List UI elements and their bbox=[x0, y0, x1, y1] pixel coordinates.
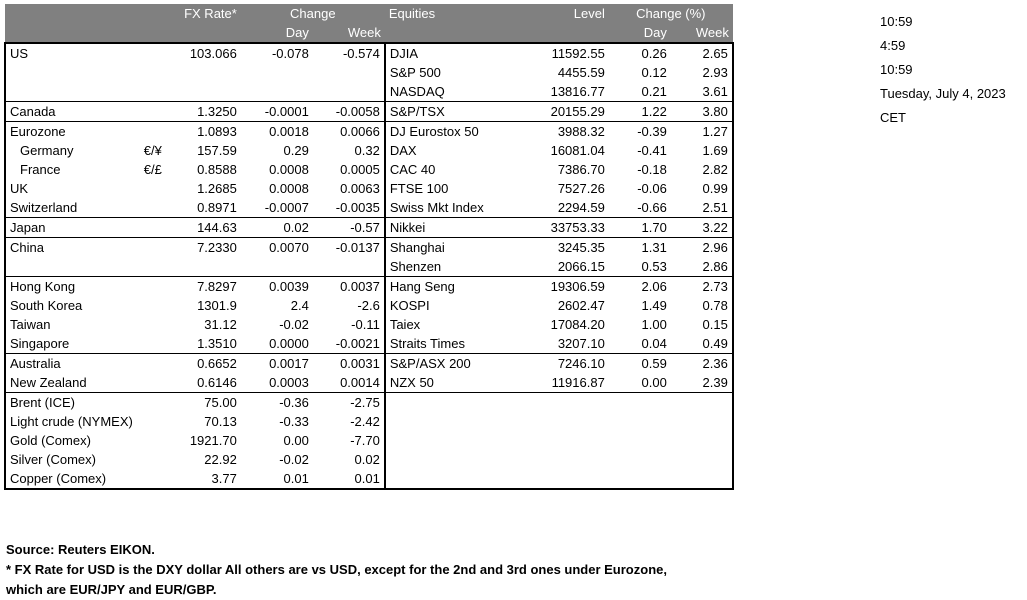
row-pair-cell bbox=[137, 43, 169, 63]
row-fx-rate-cell: 1.0893 bbox=[169, 122, 241, 142]
row-equity-level-cell: 3988.32 bbox=[521, 122, 609, 142]
row-name-cell: US bbox=[5, 43, 137, 63]
header-blank-eq-2 bbox=[385, 23, 521, 43]
row-equity-week-cell: 2.36 bbox=[671, 354, 733, 374]
header-day: Day bbox=[241, 23, 313, 43]
table-row bbox=[5, 102, 733, 122]
row-fx-day-cell bbox=[241, 257, 313, 277]
row-name-cell: Australia bbox=[5, 354, 137, 374]
row-name-cell: Singapore bbox=[5, 334, 137, 354]
row-equity-day-cell: 1.31 bbox=[609, 238, 671, 258]
row-fx-day-cell: 0.0070 bbox=[241, 238, 313, 258]
header-eq-week: Week bbox=[671, 23, 733, 43]
row-fx-day-cell: 2.4 bbox=[290, 298, 309, 313]
table-row bbox=[5, 315, 733, 334]
row-equity-week-cell bbox=[671, 393, 733, 413]
row-equity-week-cell: 2.82 bbox=[671, 160, 733, 179]
row-equity-level-cell: 17084.20 bbox=[550, 317, 605, 332]
row-equity-name-cell: Taiex bbox=[385, 315, 521, 334]
row-fx-week-cell bbox=[313, 82, 385, 102]
footnote-line-1: * FX Rate for USD is the DXY dollar All others are vs USD, except for the 2nd and 3rd ones under Eurozone, bbox=[6, 562, 667, 577]
row-equity-level-cell: 16081.04 bbox=[550, 143, 605, 158]
row-equity-day-cell: 1.70 bbox=[609, 218, 671, 238]
table-row bbox=[5, 469, 733, 489]
table-row bbox=[5, 160, 733, 179]
row-pair-cell bbox=[137, 296, 169, 315]
row-pair-cell bbox=[137, 218, 169, 238]
row-equity-week-cell bbox=[671, 469, 733, 489]
table-row bbox=[5, 257, 733, 277]
row-pair-cell bbox=[137, 334, 169, 354]
table-row bbox=[5, 179, 733, 198]
row-fx-day-cell: 0.01 bbox=[241, 469, 313, 489]
row-fx-rate-cell: 0.6652 bbox=[169, 354, 241, 374]
row-equity-level-cell: 4455.59 bbox=[557, 65, 605, 80]
row-equity-day-cell: -0.39 bbox=[609, 122, 671, 142]
row-fx-week-cell: -0.0058 bbox=[313, 102, 385, 122]
footnote-line-2: which are EUR/JPY and EUR/GBP. bbox=[6, 582, 217, 597]
row-equity-name-cell: FTSE 100 bbox=[385, 179, 521, 198]
row-fx-rate-cell: 0.6146 bbox=[197, 375, 237, 390]
row-equity-level-cell: 7386.70 bbox=[557, 162, 605, 177]
clock-date: Tuesday, July 4, 2023 bbox=[880, 86, 1006, 101]
row-equity-name-cell: S&P 500 bbox=[385, 63, 521, 82]
row-equity-name-cell: S&P/TSX bbox=[385, 102, 521, 122]
row-pair-cell bbox=[137, 469, 169, 489]
row-pair-cell bbox=[137, 63, 169, 82]
row-fx-day-cell: -0.078 bbox=[241, 43, 313, 63]
table-row bbox=[5, 334, 733, 354]
header-row-1 bbox=[5, 4, 733, 23]
row-equity-level-cell bbox=[521, 431, 609, 450]
row-equity-day-cell: 0.26 bbox=[609, 43, 671, 63]
row-equity-week-cell: 0.99 bbox=[671, 179, 733, 198]
row-pair-cell bbox=[137, 82, 169, 102]
row-name-cell: New Zealand bbox=[5, 373, 137, 393]
row-name-cell: Eurozone bbox=[5, 122, 137, 142]
row-fx-rate-cell: 31.12 bbox=[204, 317, 237, 332]
row-pair-cell: €/£ bbox=[143, 162, 162, 177]
header-week: Week bbox=[313, 23, 385, 43]
header-eq-day: Day bbox=[609, 23, 671, 43]
row-equity-week-cell: 3.80 bbox=[671, 102, 733, 122]
market-data-table bbox=[4, 4, 734, 490]
row-equity-week-cell: 0.49 bbox=[671, 334, 733, 354]
table-notes bbox=[6, 540, 667, 600]
row-equity-level-cell bbox=[521, 412, 609, 431]
row-equity-week-cell: 1.27 bbox=[671, 122, 733, 142]
row-name-cell: Copper (Comex) bbox=[5, 469, 137, 489]
header-blank-level-2 bbox=[521, 23, 609, 43]
header-row-2 bbox=[5, 23, 733, 43]
row-fx-rate-cell: 0.8588 bbox=[197, 162, 237, 177]
row-name-cell: Hong Kong bbox=[5, 277, 137, 297]
row-equity-name-cell bbox=[385, 450, 521, 469]
row-pair-cell bbox=[137, 122, 169, 142]
table-row bbox=[5, 238, 733, 258]
row-equity-day-cell: -0.18 bbox=[637, 162, 667, 177]
row-pair-cell bbox=[137, 315, 169, 334]
header-fx-rate: FX Rate* bbox=[169, 4, 241, 23]
row-equity-name-cell: Hang Seng bbox=[385, 277, 521, 297]
row-equity-week-cell bbox=[671, 431, 733, 450]
row-name-cell bbox=[5, 63, 137, 82]
row-equity-week-cell: 2.86 bbox=[671, 257, 733, 277]
row-pair-cell bbox=[137, 393, 169, 413]
row-equity-name-cell: NASDAQ bbox=[385, 82, 521, 102]
row-equity-name-cell bbox=[385, 431, 521, 450]
row-fx-rate-cell: 144.63 bbox=[169, 218, 241, 238]
row-equity-week-cell: 2.51 bbox=[671, 198, 733, 218]
row-fx-day-cell: 0.0008 bbox=[269, 162, 309, 177]
row-fx-day-cell bbox=[241, 63, 313, 82]
row-pair-cell bbox=[137, 198, 169, 218]
row-equity-week-cell: 2.96 bbox=[671, 238, 733, 258]
row-equity-day-cell: 2.06 bbox=[609, 277, 671, 297]
row-fx-week-cell: 0.0037 bbox=[313, 277, 385, 297]
row-fx-day-cell: 0.0000 bbox=[269, 336, 309, 351]
row-fx-rate-cell: 75.00 bbox=[169, 393, 241, 413]
row-equity-week-cell: 3.22 bbox=[671, 218, 733, 238]
row-equity-name-cell: S&P/ASX 200 bbox=[385, 354, 521, 374]
header-blank-pair-2 bbox=[137, 23, 169, 43]
row-equity-day-cell: -0.66 bbox=[637, 200, 667, 215]
row-pair-cell bbox=[137, 257, 169, 277]
table-row bbox=[5, 296, 733, 315]
row-equity-level-cell: 7527.26 bbox=[557, 181, 605, 196]
row-fx-rate-cell: 103.066 bbox=[169, 43, 241, 63]
row-equity-day-cell bbox=[609, 412, 671, 431]
row-pair-cell bbox=[137, 277, 169, 297]
row-equity-name-cell: DJIA bbox=[385, 43, 521, 63]
row-equity-day-cell: 0.04 bbox=[641, 336, 667, 351]
row-equity-level-cell bbox=[521, 393, 609, 413]
row-pair-cell bbox=[137, 373, 169, 393]
row-equity-level-cell: 3245.35 bbox=[521, 238, 609, 258]
row-equity-name-cell: Nikkei bbox=[385, 218, 521, 238]
table-header bbox=[5, 4, 733, 43]
row-equity-day-cell: 0.53 bbox=[641, 259, 667, 274]
row-equity-week-cell bbox=[671, 450, 733, 469]
row-name-cell: Japan bbox=[5, 218, 137, 238]
row-fx-rate-cell: 22.92 bbox=[204, 452, 237, 467]
row-fx-day-cell: 0.0039 bbox=[241, 277, 313, 297]
row-name-cell: China bbox=[5, 238, 137, 258]
row-equity-name-cell: CAC 40 bbox=[385, 160, 521, 179]
row-pair-cell bbox=[137, 412, 169, 431]
row-fx-rate-cell: 1301.9 bbox=[197, 298, 237, 313]
row-fx-week-cell: -0.0035 bbox=[335, 200, 380, 215]
row-name-cell: Taiwan bbox=[5, 315, 137, 334]
row-equity-week-cell: 2.73 bbox=[671, 277, 733, 297]
row-equity-level-cell: 7246.10 bbox=[521, 354, 609, 374]
clock-timezone: CET bbox=[880, 110, 906, 125]
row-equity-level-cell: 11592.55 bbox=[521, 43, 609, 63]
row-equity-level-cell: 20155.29 bbox=[521, 102, 609, 122]
header-level: Level bbox=[521, 4, 609, 23]
table-row bbox=[5, 412, 733, 431]
row-equity-name-cell: KOSPI bbox=[385, 296, 521, 315]
table-row bbox=[5, 431, 733, 450]
row-fx-rate-cell: 1.3510 bbox=[197, 336, 237, 351]
header-change: Change bbox=[241, 4, 385, 23]
clock-line-1: 10:59 bbox=[880, 14, 913, 29]
row-equity-level-cell: 33753.33 bbox=[521, 218, 609, 238]
row-fx-rate-cell bbox=[169, 82, 241, 102]
row-equity-week-cell: 1.69 bbox=[671, 141, 733, 160]
row-fx-day-cell: -0.0007 bbox=[264, 200, 309, 215]
row-fx-week-cell: -2.75 bbox=[313, 393, 385, 413]
row-fx-week-cell: 0.0031 bbox=[313, 354, 385, 374]
row-fx-rate-cell: 7.8297 bbox=[169, 277, 241, 297]
row-fx-week-cell bbox=[313, 63, 385, 82]
row-fx-week-cell: 0.02 bbox=[354, 452, 380, 467]
row-equity-name-cell: DAX bbox=[385, 141, 521, 160]
row-pair-cell bbox=[137, 354, 169, 374]
row-fx-day-cell: 0.0017 bbox=[241, 354, 313, 374]
table-row bbox=[5, 122, 733, 142]
row-fx-day-cell: 0.0008 bbox=[269, 181, 309, 196]
row-equity-day-cell: -0.41 bbox=[637, 143, 667, 158]
row-name-cell bbox=[5, 257, 137, 277]
row-name-cell: Germany bbox=[5, 141, 137, 160]
table-row bbox=[5, 393, 733, 413]
row-equity-level-cell: 11916.87 bbox=[551, 375, 605, 390]
row-equity-week-cell: 2.93 bbox=[671, 63, 733, 82]
row-fx-day-cell bbox=[241, 82, 313, 102]
row-equity-level-cell: 2066.15 bbox=[557, 259, 605, 274]
clock-panel bbox=[880, 10, 1006, 130]
row-fx-week-cell: 0.0063 bbox=[340, 181, 380, 196]
row-equity-day-cell: 1.49 bbox=[641, 298, 667, 313]
row-fx-rate-cell bbox=[169, 257, 241, 277]
table-row bbox=[5, 198, 733, 218]
row-equity-name-cell: NZX 50 bbox=[385, 373, 521, 393]
row-equity-name-cell bbox=[385, 412, 521, 431]
row-name-cell: UK bbox=[5, 179, 137, 198]
row-equity-level-cell bbox=[521, 450, 609, 469]
row-fx-week-cell: -7.70 bbox=[350, 433, 380, 448]
row-equity-day-cell: 0.59 bbox=[609, 354, 671, 374]
table-row bbox=[5, 43, 733, 63]
clock-line-2: 4:59 bbox=[880, 38, 906, 53]
row-name-cell: Switzerland bbox=[5, 198, 137, 218]
row-equity-name-cell: Straits Times bbox=[385, 334, 521, 354]
row-fx-rate-cell bbox=[169, 63, 241, 82]
row-fx-day-cell: -0.33 bbox=[279, 414, 309, 429]
row-pair-cell bbox=[137, 431, 169, 450]
row-fx-week-cell: 0.0066 bbox=[313, 122, 385, 142]
row-equity-name-cell: DJ Eurostox 50 bbox=[385, 122, 521, 142]
row-name-cell: Canada bbox=[5, 102, 137, 122]
row-equity-day-cell: 0.12 bbox=[641, 65, 667, 80]
row-fx-rate-cell: 1921.70 bbox=[189, 433, 237, 448]
row-fx-week-cell: -0.0137 bbox=[313, 238, 385, 258]
table-row bbox=[5, 82, 733, 102]
row-equity-level-cell bbox=[521, 469, 609, 489]
row-equity-level-cell: 19306.59 bbox=[521, 277, 609, 297]
row-fx-week-cell: -0.574 bbox=[313, 43, 385, 63]
row-name-cell: Silver (Comex) bbox=[5, 450, 137, 469]
row-fx-day-cell: 0.00 bbox=[283, 433, 309, 448]
row-equity-day-cell bbox=[609, 393, 671, 413]
row-pair-cell: €/¥ bbox=[143, 143, 162, 158]
row-fx-day-cell: -0.36 bbox=[241, 393, 313, 413]
row-fx-week-cell: 0.32 bbox=[354, 143, 380, 158]
row-fx-day-cell: 0.29 bbox=[283, 143, 309, 158]
row-fx-rate-cell: 3.77 bbox=[169, 469, 241, 489]
header-blank-pair bbox=[137, 4, 169, 23]
row-pair-cell bbox=[137, 238, 169, 258]
row-name-cell: Brent (ICE) bbox=[5, 393, 137, 413]
row-name-cell: South Korea bbox=[5, 296, 137, 315]
row-equity-day-cell bbox=[609, 450, 671, 469]
row-fx-week-cell bbox=[313, 257, 385, 277]
row-equity-level-cell: 13816.77 bbox=[550, 84, 605, 99]
header-blank-name-2 bbox=[5, 23, 137, 43]
row-fx-week-cell: -0.11 bbox=[351, 317, 380, 332]
row-equity-level-cell: 2602.47 bbox=[557, 298, 605, 313]
row-equity-day-cell: 1.22 bbox=[609, 102, 671, 122]
source-note: Source: Reuters EIKON. bbox=[6, 542, 155, 557]
row-fx-week-cell: 0.0014 bbox=[340, 375, 380, 390]
row-name-cell bbox=[5, 82, 137, 102]
row-fx-week-cell: 0.0005 bbox=[340, 162, 380, 177]
row-fx-rate-cell: 7.2330 bbox=[169, 238, 241, 258]
row-fx-week-cell: 0.01 bbox=[313, 469, 385, 489]
row-fx-day-cell: -0.02 bbox=[279, 317, 309, 332]
row-fx-week-cell: -2.6 bbox=[357, 298, 380, 313]
table-row bbox=[5, 218, 733, 238]
row-fx-week-cell: -0.57 bbox=[313, 218, 385, 238]
row-name-cell: France bbox=[5, 160, 137, 179]
header-equities: Equities bbox=[385, 4, 521, 23]
row-equity-day-cell: -0.06 bbox=[637, 181, 667, 196]
row-fx-day-cell: -0.0001 bbox=[241, 102, 313, 122]
row-fx-week-cell: -0.0021 bbox=[335, 336, 380, 351]
table-row bbox=[5, 63, 733, 82]
row-equity-day-cell: 0.21 bbox=[641, 84, 667, 99]
row-equity-week-cell: 0.15 bbox=[671, 315, 733, 334]
row-name-cell: Light crude (NYMEX) bbox=[5, 412, 137, 431]
row-equity-week-cell: 2.39 bbox=[671, 373, 733, 393]
table-row bbox=[5, 277, 733, 297]
row-fx-week-cell: -2.42 bbox=[350, 414, 380, 429]
row-equity-level-cell: 2294.59 bbox=[557, 200, 605, 215]
table-body bbox=[5, 43, 733, 489]
row-equity-week-cell: 3.61 bbox=[671, 82, 733, 102]
row-equity-name-cell bbox=[385, 393, 521, 413]
row-fx-day-cell: 0.02 bbox=[241, 218, 313, 238]
row-equity-day-cell: 1.00 bbox=[641, 317, 667, 332]
row-equity-week-cell: 0.78 bbox=[671, 296, 733, 315]
row-name-cell: Gold (Comex) bbox=[5, 431, 137, 450]
row-equity-day-cell: 0.00 bbox=[641, 375, 667, 390]
row-fx-rate-cell: 1.2685 bbox=[197, 181, 237, 196]
row-pair-cell bbox=[137, 450, 169, 469]
row-equity-name-cell: Shenzen bbox=[385, 257, 521, 277]
row-pair-cell bbox=[137, 102, 169, 122]
header-blank-rate-2 bbox=[169, 23, 241, 43]
row-equity-level-cell: 3207.10 bbox=[557, 336, 605, 351]
header-change-pct: Change (%) bbox=[609, 4, 733, 23]
row-equity-name-cell bbox=[385, 469, 521, 489]
header-blank-name bbox=[5, 4, 137, 23]
row-fx-rate-cell: 1.3250 bbox=[169, 102, 241, 122]
row-fx-rate-cell: 157.59 bbox=[197, 143, 237, 158]
clock-line-3: 10:59 bbox=[880, 62, 913, 77]
row-equity-day-cell bbox=[609, 431, 671, 450]
table-row bbox=[5, 354, 733, 374]
row-equity-name-cell: Shanghai bbox=[385, 238, 521, 258]
row-fx-day-cell: -0.02 bbox=[279, 452, 309, 467]
table-row bbox=[5, 141, 733, 160]
row-pair-cell bbox=[137, 179, 169, 198]
table-row bbox=[5, 450, 733, 469]
table-row bbox=[5, 373, 733, 393]
row-fx-rate-cell: 70.13 bbox=[204, 414, 237, 429]
row-fx-rate-cell: 0.8971 bbox=[197, 200, 237, 215]
row-equity-name-cell: Swiss Mkt Index bbox=[385, 198, 521, 218]
row-fx-day-cell: 0.0018 bbox=[241, 122, 313, 142]
row-equity-week-cell bbox=[671, 412, 733, 431]
row-fx-day-cell: 0.0003 bbox=[269, 375, 309, 390]
row-equity-week-cell: 2.65 bbox=[671, 43, 733, 63]
row-equity-day-cell bbox=[609, 469, 671, 489]
